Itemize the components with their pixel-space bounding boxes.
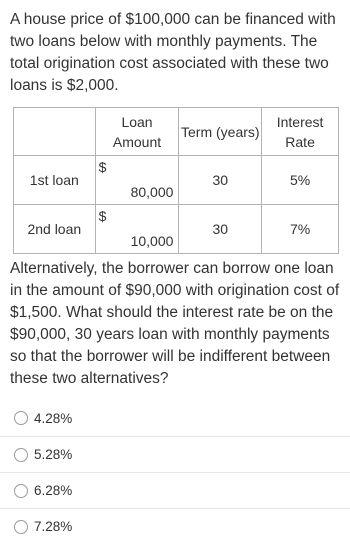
loan-rate: 5%: [262, 156, 339, 205]
answer-option-b[interactable]: [0, 436, 350, 472]
header-loan-amount-line2: Amount: [112, 133, 162, 150]
loan-label: 1st loan: [14, 156, 96, 205]
loan-amount: 10,000: [130, 233, 174, 249]
table-header-row: [14, 108, 339, 156]
problem-intro: A house price of $100,000 can be financed with two loans below with monthly payments. The total origination cost associated with these two loans is $2,000.: [10, 11, 336, 94]
option-label: 4.28%: [34, 410, 73, 426]
loan-amount-cell: [95, 156, 179, 205]
radio-button[interactable]: [14, 484, 28, 498]
header-rate-line2: Rate: [285, 133, 315, 150]
header-term: Term (years): [179, 108, 262, 156]
loan-term: 30: [179, 205, 262, 254]
option-label: 6.28%: [34, 483, 73, 498]
loan-label: 2nd loan: [14, 205, 96, 254]
answer-option-c[interactable]: [0, 472, 350, 508]
header-interest-rate: [262, 108, 339, 156]
loan-rate: 7%: [262, 205, 339, 254]
header-rate-line1: Interest: [276, 113, 324, 130]
loan-amount-cell: [95, 205, 179, 254]
header-loan-amount-line1: Loan: [121, 113, 153, 130]
radio-button[interactable]: [14, 448, 28, 462]
currency-symbol: $: [98, 208, 107, 224]
radio-button[interactable]: [14, 411, 28, 425]
table-row: [14, 156, 339, 205]
loan-amount: 80,000: [130, 184, 174, 200]
table-row: [14, 205, 339, 254]
question-text: Alternatively, the borrower can borrow one loan in the amount of $90,000 with origination cost of $1,500. What should the interest rate be on the $90,000, 30 years loan with monthly payments so that the borrower will be indifferent between these two alternatives?: [10, 260, 340, 387]
header-loan-amount: [95, 108, 179, 156]
answer-options: [0, 400, 350, 544]
radio-button[interactable]: [14, 520, 28, 534]
answer-option-a[interactable]: [0, 400, 350, 436]
header-empty-cell: [14, 108, 96, 156]
loan-term: 30: [179, 156, 262, 205]
option-label: 5.28%: [34, 447, 73, 462]
loans-table: [13, 107, 339, 254]
answer-option-d[interactable]: [0, 508, 350, 544]
currency-symbol: $: [98, 159, 107, 175]
option-label: 7.28%: [34, 519, 73, 534]
